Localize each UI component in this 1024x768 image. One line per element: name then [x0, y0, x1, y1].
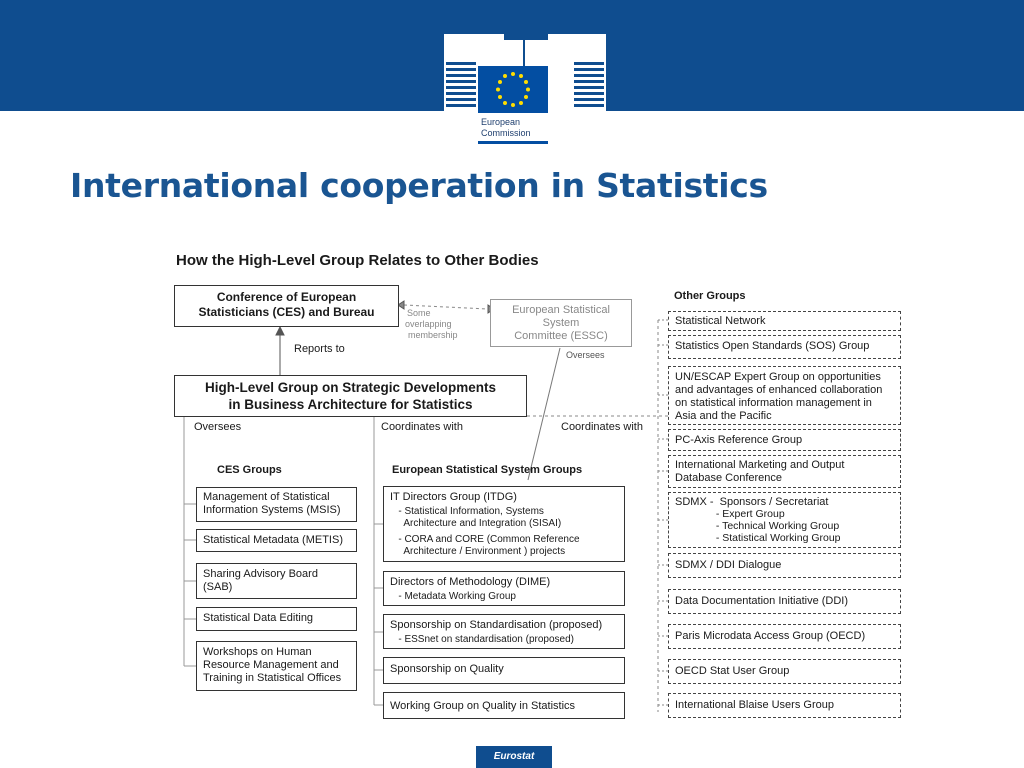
other-group-pc-axis — [668, 429, 901, 451]
ces-box — [174, 285, 399, 327]
hlg-line-1: High-Level Group on Strategic Developments — [204, 380, 497, 395]
ess-group-itdg — [383, 486, 625, 562]
other-group-line: - Expert Group — [675, 508, 785, 520]
other-group-blaise — [668, 693, 901, 718]
ces-line-1: Conference of European — [216, 290, 357, 304]
ess-group-line: Architecture and Integration (SISAI) — [390, 518, 562, 529]
other-group-line: PC-Axis Reference Group — [675, 434, 803, 446]
overlap-line-3: membership — [408, 330, 458, 340]
essc-box — [490, 299, 632, 347]
ces-group-line: Statistical Metadata (METIS) — [203, 534, 343, 546]
ess-group-dime — [383, 571, 625, 606]
ess-group-quality-wg — [383, 692, 625, 719]
ess-group-line: - Metadata Working Group — [390, 591, 516, 602]
essc-line-3: Committee (ESSC) — [514, 330, 608, 342]
other-group-paris-microdata — [668, 624, 901, 649]
hlg-line-2: in Business Architecture for Statistics — [228, 397, 473, 412]
ces-group-line: Information Systems (MSIS) — [203, 504, 341, 516]
slide-title: International cooperation in Statistics — [70, 166, 768, 205]
diagram-title: How the High-Level Group Relates to Other Bodies — [176, 252, 539, 269]
ces-group-line: Sharing Advisory Board — [203, 568, 318, 580]
other-group-line: Asia and the Pacific — [675, 410, 772, 422]
ces-group-sab — [196, 563, 357, 599]
ces-group-data-editing — [196, 607, 357, 631]
ess-group-quality — [383, 657, 625, 684]
ces-group-line: Training in Statistical Offices — [203, 672, 342, 684]
essc-oversees-connector — [528, 348, 560, 480]
ces-group-msis — [196, 487, 357, 522]
ces-group-metis — [196, 529, 357, 552]
ess-group-line: Directors of Methodology (DIME) — [390, 576, 551, 588]
ess-groups-heading: European Statistical System Groups — [392, 464, 583, 476]
other-group-sdmx-ddi — [668, 553, 901, 578]
other-groups-heading: Other Groups — [674, 290, 746, 302]
other-group-line: Database Conference — [675, 472, 783, 484]
other-group-line: Statistical Network — [675, 315, 766, 327]
ces-group-line: (SAB) — [203, 581, 233, 593]
logo-line-european: European — [481, 117, 521, 127]
other-group-line: UN/ESCAP Expert Group on opportunities — [675, 371, 881, 383]
coordinates-right-label: Coordinates with — [561, 421, 643, 433]
coordinates-mid-label: Coordinates with — [381, 421, 463, 433]
other-group-sdmx — [668, 492, 901, 548]
other-group-line: SDMX - Sponsors / Secretariat — [675, 496, 829, 508]
other-group-line: - Technical Working Group — [675, 520, 840, 532]
other-group-line: Paris Microdata Access Group (OECD) — [675, 630, 866, 642]
other-group-line: - Statistical Working Group — [675, 532, 841, 544]
oversees-essc-label: Oversees — [566, 350, 605, 360]
overlap-line-1: Some — [407, 308, 431, 318]
other-group-line: and advantages of enhanced collaboration — [675, 384, 883, 396]
logo-line-commission: Commission — [481, 128, 531, 138]
other-group-line: International Blaise Users Group — [675, 699, 834, 711]
ess-group-line: - Statistical Information, Systems — [390, 506, 544, 517]
other-group-unescap — [668, 366, 901, 425]
overlap-line-2: overlapping — [405, 319, 452, 329]
ess-group-line: Sponsorship on Quality — [390, 663, 504, 675]
ces-group-line: Management of Statistical — [203, 491, 330, 503]
ces-group-line: Statistical Data Editing — [203, 612, 314, 624]
other-group-statistical-network — [668, 311, 901, 331]
other-group-line: Statistics Open Standards (SOS) Group — [675, 340, 870, 352]
essc-line-2: System — [542, 317, 580, 329]
ces-group-line: Workshops on Human — [203, 646, 312, 658]
footer-eurostat-label: Eurostat — [476, 746, 552, 768]
other-group-line: Data Documentation Initiative (DDI) — [675, 595, 849, 607]
ess-group-line: Architecture / Environment ) projects — [390, 546, 566, 557]
ces-groups-heading: CES Groups — [217, 464, 282, 476]
ces-group-workshops — [196, 641, 357, 691]
reports-to-label: Reports to — [294, 343, 345, 355]
ces-line-2: Statisticians (CES) and Bureau — [198, 305, 375, 319]
ess-group-line: - ESSnet on standardisation (proposed) — [390, 634, 574, 645]
other-group-line: International Marketing and Output — [675, 459, 845, 471]
other-group-imaod — [668, 455, 901, 488]
ess-group-line: IT Directors Group (ITDG) — [390, 491, 517, 503]
other-group-ddi — [668, 589, 901, 614]
ess-group-line: - CORA and CORE (Common Reference — [390, 534, 580, 545]
other-group-line: on statistical information management in — [675, 397, 872, 409]
other-group-line: OECD Stat User Group — [675, 665, 790, 677]
ess-group-line: Working Group on Quality in Statistics — [390, 700, 576, 712]
oversees-label: Oversees — [194, 421, 242, 433]
ces-group-line: Resource Management and — [203, 659, 339, 671]
other-group-sos — [668, 335, 901, 359]
ess-group-standardisation — [383, 614, 625, 649]
ess-group-line: Sponsorship on Standardisation (proposed) — [390, 619, 603, 631]
arrow-up-icon — [276, 327, 284, 335]
other-group-line: SDMX / DDI Dialogue — [675, 559, 782, 571]
essc-line-1: European Statistical — [512, 304, 610, 316]
other-group-oecd-stat — [668, 659, 901, 684]
hlg-box — [174, 375, 527, 417]
